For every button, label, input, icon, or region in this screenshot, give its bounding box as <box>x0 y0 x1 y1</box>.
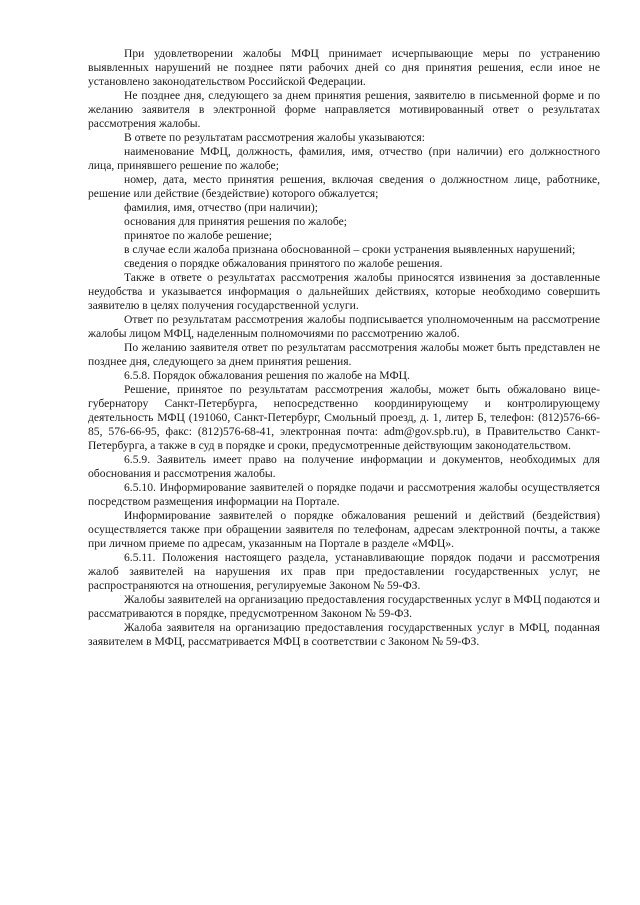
paragraph-4: наименование МФЦ, должность, фамилия, имя, отчество (при наличии) его должностного лица, принявшего решение по жалобе; <box>88 145 600 172</box>
paragraph-2: Не позднее дня, следующего за днем принятия решения, заявителю в письменной форме и по желанию заявителя в электронной форме направляется мотивированный ответ о результатах рассмотрения жалобы. <box>88 89 600 130</box>
paragraph-21: Жалоба заявителя на организацию предоставления государственных услуг в МФЦ, поданная заявителем в МФЦ, рассматривается МФЦ в соответствии с Законом № 59-ФЗ. <box>88 621 600 648</box>
document-page <box>88 47 600 649</box>
paragraph-7: основания для принятия решения по жалобе; <box>124 215 348 228</box>
paragraph-3: В ответе по результатам рассмотрения жалобы указываются: <box>124 131 425 144</box>
paragraph-15: Решение, принятое по результатам рассмотрения жалобы, может быть обжаловано вице-губернатору Санкт-Петербурга, непосредственно координирующему и контролирующему деятельность МФЦ (191060, Санкт-Петербург, Смольный проезд, д. 1, литер Б, телефон: (812)576-66-85, 576-66-95, факс: (812)576-68-41, электронная почта: adm@gov.spb.ru), в Правительство Санкт-Петербурга, а также в суд в порядке и сроки, предусмотренные действующим законодательством. <box>88 383 600 452</box>
paragraph-9: в случае если жалоба признана обоснованной – сроки устранения выявленных нарушений; <box>124 243 576 256</box>
paragraph-8: принятое по жалобе решение; <box>124 229 272 242</box>
paragraph-16: 6.5.9. Заявитель имеет право на получение информации и документов, необходимых для обоснования и рассмотрения жалобы. <box>88 453 600 480</box>
paragraph-18: Информирование заявителей о порядке обжалования решений и действий (бездействия) осуществляется также при обращении заявителя по телефонам, адресам электронной почты, а также при личном приеме по адресам, указанным на Портале в разделе «МФЦ». <box>88 509 600 550</box>
paragraph-10: сведения о порядке обжалования принятого по жалобе решения. <box>124 257 443 270</box>
paragraph-11: Также в ответе о результатах рассмотрения жалобы приносятся извинения за доставленные неудобства и указывается информация о дальнейших действиях, которые необходимо совершить заявителю в целях получения государственной услуги. <box>88 271 600 312</box>
paragraph-1: При удовлетворении жалобы МФЦ принимает исчерпывающие меры по устранению выявленных нарушений не позднее пяти рабочих дней со дня принятия решения, если иное не установлено законодательством Российской Федерации. <box>88 47 600 88</box>
paragraph-20: Жалобы заявителей на организацию предоставления государственных услуг в МФЦ подаются и рассматриваются в порядке, предусмотренном Законом № 59-ФЗ. <box>88 593 600 620</box>
paragraph-6: фамилия, имя, отчество (при наличии); <box>124 201 318 214</box>
paragraph-5: номер, дата, место принятия решения, включая сведения о должностном лице, работнике, решение или действие (бездействие) которого обжалуется; <box>88 173 600 200</box>
paragraph-14: 6.5.8. Порядок обжалования решения по жалобе на МФЦ. <box>124 369 410 382</box>
paragraph-17: 6.5.10. Информирование заявителей о порядке подачи и рассмотрения жалобы осуществляется посредством размещения информации на Портале. <box>88 481 600 508</box>
paragraph-13: По желанию заявителя ответ по результатам рассмотрения жалобы может быть представлен не позднее дня, следующего за днем принятия решения. <box>88 341 600 368</box>
paragraph-19: 6.5.11. Положения настоящего раздела, устанавливающие порядок подачи и рассмотрения жалоб заявителей на нарушения их прав при предоставлении государственных услуг, не распространяются на отношения, регулируемые Законом № 59-ФЗ. <box>88 551 600 592</box>
paragraph-12: Ответ по результатам рассмотрения жалобы подписывается уполномоченным на рассмотрение жалобы лицом МФЦ, наделенным полномочиями по рассмотрению жалоб. <box>88 313 600 340</box>
